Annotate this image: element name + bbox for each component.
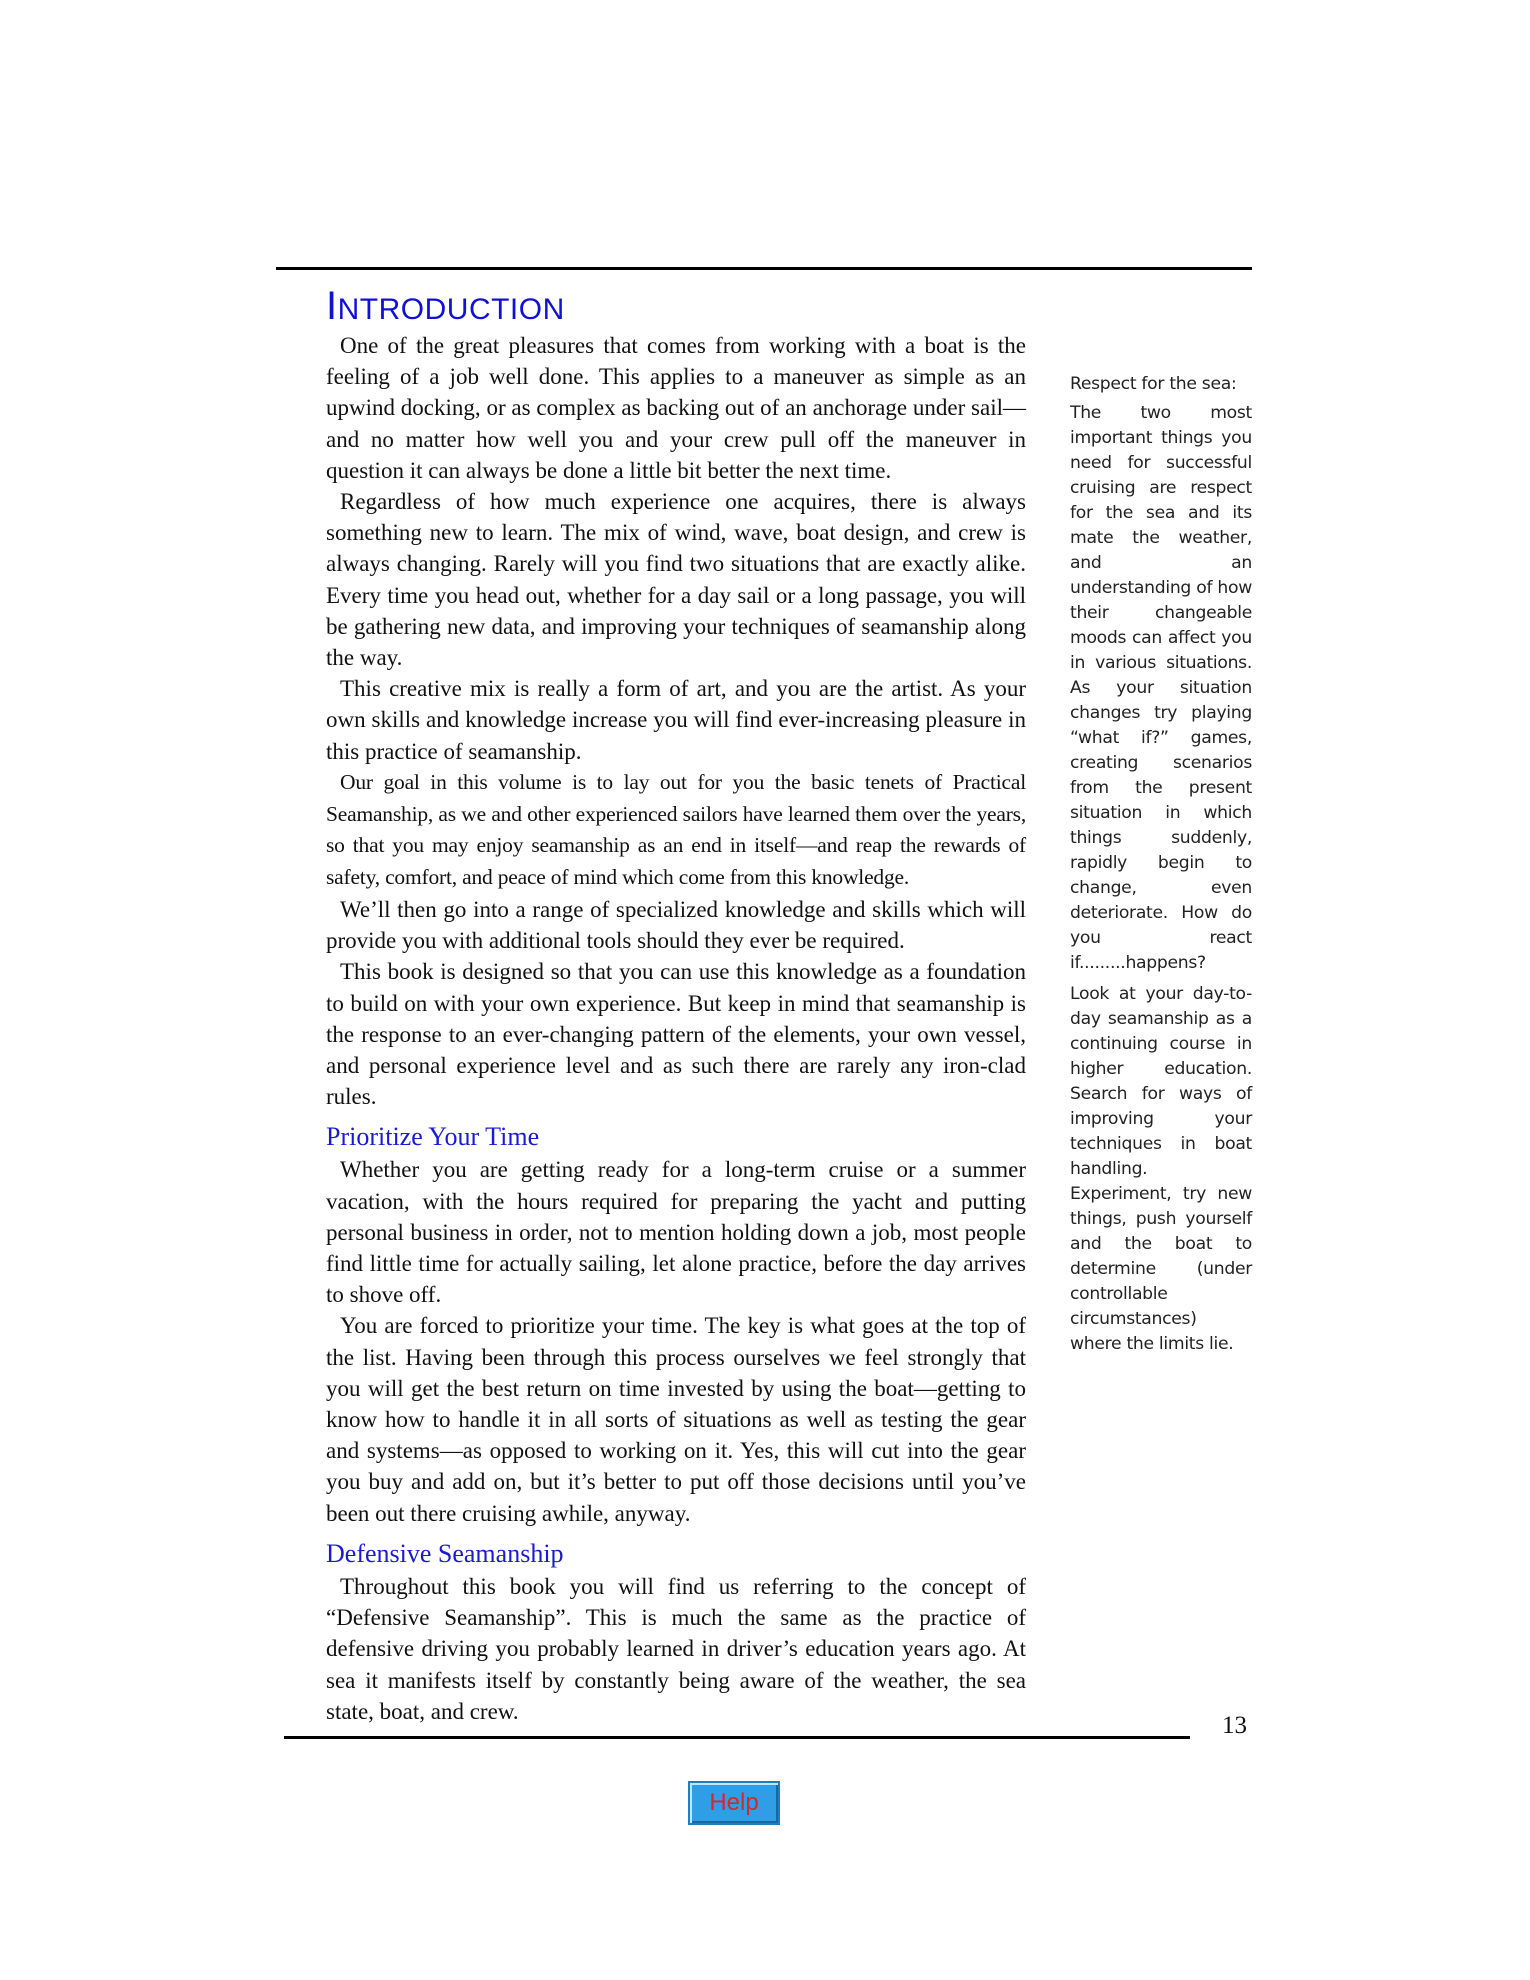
- paragraph: This creative mix is really a form of art, and you are the artist. As your own skills and knowledge increase you will find ever-increasing pleasure in this practice of seamanship.: [326, 676, 1026, 764]
- paragraph: Whether you are getting ready for a long-term cruise or a summer vacation, with the hours required for preparing the yacht and putting personal business in order, not to mention holding down a job, most people find little time for actually sailing, let alone practice, before the day arrives to shove off.: [326, 1157, 1026, 1308]
- sidebar-note: [1070, 372, 1252, 1363]
- paragraph: Our goal in this volume is to lay out for you the basic tenets of Practical Seamanship, as we and other experienced sailors have learned them over the years, so that you may enjoy seamanship as an end in itself—and reap the rewards of safety, comfort, and peace of mind which come from this knowledge.: [326, 769, 1026, 890]
- main-text-column: [326, 330, 1026, 1727]
- bottom-rule: [284, 1736, 1190, 1739]
- paragraph: Regardless of how much experience one acquires, there is always something new to learn. The mix of wind, wave, boat design, and crew is always changing. Rarely will you find two situations that are exactly alike. Every time you head out, whether for a day sail or a long passage, you will be gathering new data, and improving your techniques of seamanship along the way.: [326, 489, 1026, 671]
- paragraph: You are forced to prioritize your time. The key is what goes at the top of the list. Having been through this process ourselves we feel strongly that you will get the best return on time invested by using the boat—getting to know how to handle it in all sorts of situations as well as testing the gear and systems—as opposed to working on it. Yes, this will cut into the gear you buy and add on, but it’s better to put off those decisions until you’ve been out there cruising awhile, anyway.: [326, 1313, 1026, 1526]
- paragraph: Throughout this book you will find us referring to the concept of “Defensive Seamanship”. This is much the same as the practice of defensive driving you probably learned in driver’s education years ago. At sea it manifests itself by constantly being aware of the weather, the sea state, boat, and crew.: [326, 1573, 1026, 1724]
- paragraph: We’ll then go into a range of specialized knowledge and skills which will provide you with additional tools should they ever be required.: [326, 897, 1026, 954]
- sidebar-heading: Respect for the sea:: [1070, 374, 1237, 394]
- sidebar-paragraph: Look at your day-to-day seamanship as a continuing course in higher education. Search for ways of improving your techniques in boat handling. Experiment, try new things, push yourself and the boat to determine (under controllable circumstances) where the limits lie.: [1070, 984, 1252, 1354]
- sidebar-paragraph: The two most important things you need for successful cruising are respect for the sea and its mate the weather, and an understanding of how their changeable moods can affect you in various situations. As your situation changes try playing “what if?” games, creating scenarios from the present situation in which things suddenly, rapidly begin to change, even deteriorate. How do you react if.........happens?: [1070, 403, 1252, 973]
- help-button[interactable]: [688, 1781, 780, 1825]
- chapter-title-initial: I: [326, 284, 338, 328]
- page-number: 13: [1222, 1712, 1247, 1739]
- section-heading-defensive: Defensive Seamanship: [326, 1538, 564, 1568]
- chapter-title-rest: NTRODUCTION: [337, 293, 565, 326]
- help-button-label: Help: [709, 1789, 759, 1816]
- paragraph: This book is designed so that you can use this knowledge as a foundation to build on with your own experience. But keep in mind that seamanship is the response to an ever-changing pattern of the elements, your own vessel, and personal experience level and as such there are rarely any iron-clad rules.: [326, 959, 1026, 1110]
- top-rule: [276, 267, 1252, 270]
- chapter-title: [326, 284, 565, 329]
- section-heading-prioritize: Prioritize Your Time: [326, 1122, 540, 1152]
- paragraph: One of the great pleasures that comes from working with a boat is the feeling of a job well done. This applies to a maneuver as simple as an upwind docking, or as complex as backing out of an anchorage under sail—and no matter how well you and your crew pull off the maneuver in question it can always be done a little bit better the next time.: [326, 333, 1026, 483]
